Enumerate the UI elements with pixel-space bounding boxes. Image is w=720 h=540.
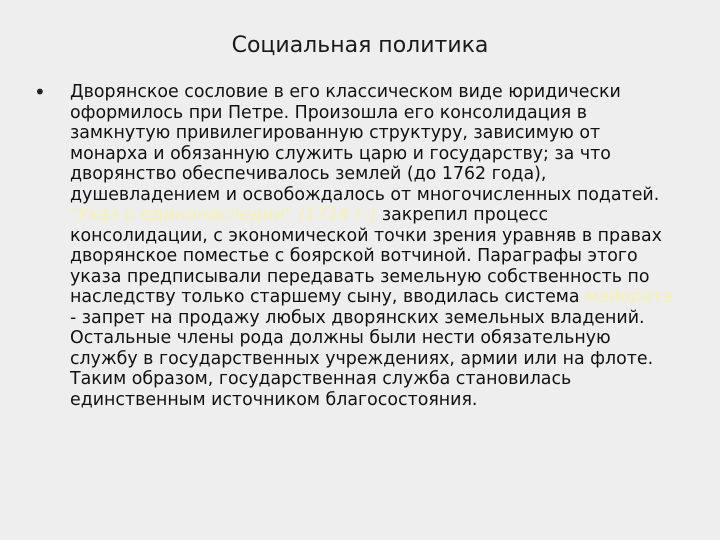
decree-highlight: "Указ о единонаследии" (1714 г.)	[70, 205, 382, 225]
paragraph-text-part2: закрепил процесс консолидации, с экономической точки зрения уравняв в правах дворянское поместье с боярской вотчиной. Параграфы этого указа предписывали передавать земельную собственность по наследству только старшему сыну, вводилась система	[70, 205, 662, 307]
slide-title: Социальная политика	[231, 33, 489, 58]
bullet-item	[34, 82, 674, 410]
paragraph-text-part1: Дворянское сословие в его классическом виде юридически оформилось при Петре. Произошла его консолидация в замкнутую привилегированную структуру, зависимую от монарха и обязанную служить царю и государству; за что дворянство обеспечивалось землей (до 1762 года), душевладением и освобождалось от многочисленных податей.	[70, 82, 660, 205]
bullet-icon: •	[34, 80, 46, 104]
majorat-highlight: майората	[585, 287, 674, 307]
bullet-list	[34, 82, 674, 410]
paragraph-text-part3: - запрет на продажу любых дворянских земельных владений. Остальные члены рода должны были нести обязательную службу в государственных учреждениях, армии или на флоте. Таким образом, государственная служба становилась единственным источником благосостояния.	[70, 307, 654, 410]
